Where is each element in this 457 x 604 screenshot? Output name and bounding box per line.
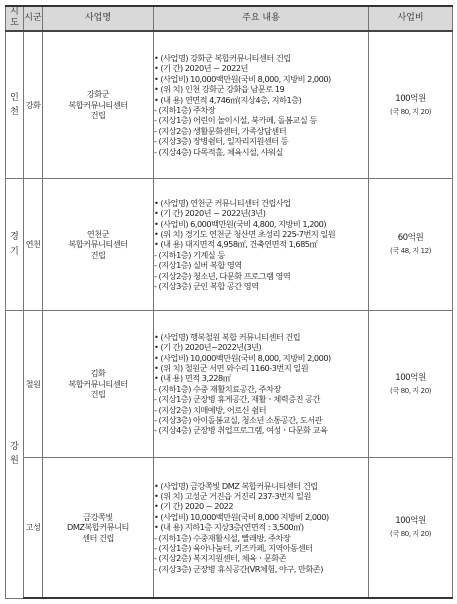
project-name-line: 연천군 [86,228,110,239]
budget-amount: 100억원 [395,516,426,527]
budget-detail: (국 48, 지 12) [390,246,431,256]
project-name-line: 복합커뮤니티센터 [68,378,128,389]
content-line: • (내 용) 대지면적 4,958㎡, 건축연면적 1,685㎡ [154,239,318,250]
content-line: • (내 용) 지하1층 지상3층(연면적 : 3,500㎡) [154,522,304,533]
header-sigun: 시군 [24,6,43,31]
content-line: - (지상4층) 군장병 취업프로그램, 여성ㆍ다문화 교육 [154,425,328,436]
budget-cell [369,179,453,311]
content-line: - (지상2층) 청소년, 다문화 프로그램 영역 [154,270,291,281]
table-row [6,457,453,598]
content-line: - (지상4층) 다목적홀, 체육시설, 샤워실 [154,146,283,157]
content-line: • (사업명) 연천군 커뮤니티센터 건립사업 [154,197,291,208]
content-line: • (위 치) 경기도 연천군 청산면 초성리 225-7번지 일원 [154,228,336,239]
budget-detail: (국 80, 지 20) [390,385,431,395]
budget-amount: 60억원 [397,233,424,244]
project-name-cell [43,31,154,179]
content-line: • (내 용) 연면적 4,746㎡(지상4층, 지하1층) [154,94,302,105]
table-row [6,31,453,179]
budget-amount: 100억원 [395,372,426,383]
project-name-line: 복합커뮤니티센터 [68,239,128,250]
sigun-cell: 고성 [24,457,43,598]
content-line: - (지하1층) 수중재활시설, 빨래방, 주차장 [154,532,291,543]
content-line: - (지상2층) 생활문화센터, 가족상담센터 [154,125,287,136]
budget-cell [369,310,453,457]
content-cell [154,457,369,598]
sigun-cell: 연천 [24,179,43,311]
content-line: • (사업명) 금강쪽빛 DMZ 복합커뮤니티센터 건립 [154,480,318,491]
budget-detail: (국 80, 지 20) [390,529,431,539]
content-line: - (지하1층) 주차장 [154,105,216,115]
content-line: • (기 간) 2020 ~ 2022 [154,501,234,512]
header-sido: 시도 [6,6,24,31]
content-line: - (지하1층) 수중 재활치료공간, 주차장 [154,383,281,394]
header-row [6,6,453,31]
content-line: - (지상3층) 장병쉼터, 일자리지원센터 등 [154,136,289,147]
content-line: • (사업비) 6,000백만원(국비 4,800, 지방비 1,200) [154,218,327,229]
region-cell [6,31,24,179]
project-table [5,5,453,599]
content-line: - (지상2층) 치매예방, 어르신 쉼터 [154,404,266,415]
content-line: - (지상1층) 어린이 놀이시설, 북카페, 돌봄교실 등 [154,115,317,126]
budget-detail: (국 80, 지 20) [390,106,431,116]
project-name-line: 건립 [90,110,106,121]
project-name-line: 건립 [90,249,106,260]
content-cell [154,31,369,179]
header-budget: 사업비 [369,6,453,31]
header-content: 주요 내용 [154,6,369,31]
content-line: • (위 치) 인천 강화군 강화읍 남문로 19 [154,84,285,95]
region-cell [6,310,24,598]
project-name-cell [43,310,154,457]
content-line: - (지상1층) 육아나눔터, 키즈카페, 지역아동센터 [154,542,313,553]
content-line: • (사업비) 10,000백만원(국비 8,000, 지방비 2,000) [154,352,331,363]
content-line: • (내 용) 면적 3,228㎡ [154,373,231,384]
table-row [6,179,453,311]
content-cell [154,179,369,311]
content-line: • (기 간) 2020년 ~ 2022년(3년) [154,208,266,219]
project-name-line: 강화군 [86,89,110,100]
content-line: • (기 간) 2020년 ~ 2022년 [154,63,248,74]
project-name-line: 복합커뮤니티센터 [68,99,128,110]
sigun-cell: 강화 [24,31,43,179]
content-line: • (사업명) 행복철원 복합 커뮤니티센터 건립 [154,331,301,342]
budget-amount: 100억원 [395,93,426,104]
content-line: • (사업비) 10,000백만원(국비 8,000, 지방비 2,000) [154,73,331,84]
content-line: • (사업명) 강화군 복합커뮤니티센터 건립 [154,52,291,63]
content-line: - (지상1층) 군장병 휴게공간, 재활ㆍ체력증진 공간 [154,394,320,405]
content-line: - (지상2층) 복지지원센터, 체육ㆍ문화존 [154,553,287,564]
budget-cell [369,31,453,179]
project-name-line: 건립 [90,388,106,399]
project-name-line: DMZ복합커뮤니티 [67,522,129,533]
region-label: 강 원 [10,441,19,467]
content-line: • (위 치) 철원군 서면 와수리 1160-3번지 일원 [154,362,309,373]
content-line: • (사업비) 10,000백만원(국비 8,000 지방비 2,000) [154,511,329,522]
content-line: - (지하1층) 기계실 등 [154,249,225,260]
project-name-line: 금강쪽빛 [83,511,113,522]
project-name-cell [43,457,154,598]
project-name-cell [43,179,154,311]
table-row [6,310,453,457]
content-cell [154,310,369,457]
header-project: 사업명 [43,6,154,31]
content-line: • (기 간) 2020년~2022년(3년) [154,342,262,353]
content-line: - (지상3층) 군인 복합 공간 영역 [154,280,259,291]
content-line: - (지상3층) 군장병 휴식공간(VR체험, 야구, 만화존) [154,563,323,574]
content-line: • (위 치) 고성군 거진읍 거진리 237-3번지 일원 [154,490,311,501]
content-line: - (지상3층) 아이돌봄교실, 청소년 소통공간, 도서관 [154,415,323,425]
region-label: 인 천 [10,92,19,117]
content-line: - (지상1층) 실버 복합 영역 [154,260,242,271]
project-name-line: 센터 건립 [82,532,114,543]
project-name-line: 김화 [90,368,106,379]
region-cell [6,179,24,311]
budget-cell [369,457,453,598]
sigun-cell: 철원 [24,310,43,457]
region-label: 경 기 [10,232,19,257]
